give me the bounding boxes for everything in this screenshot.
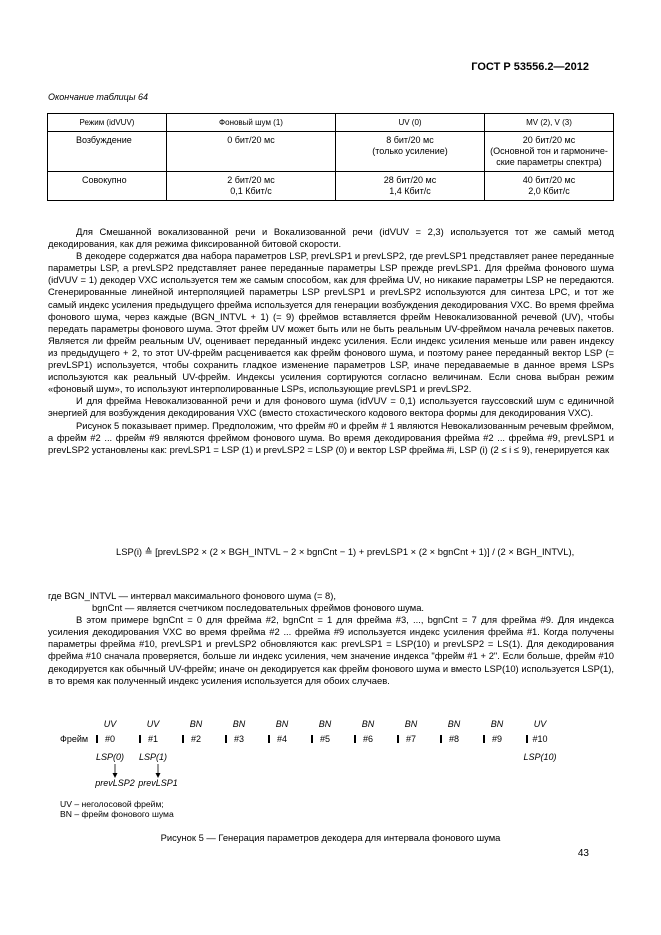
- table-cell: Совокупно: [48, 172, 167, 201]
- frame-number: #1: [147, 734, 159, 744]
- legend-item: BN – фрейм фонового шума: [60, 809, 174, 819]
- table-header-cell: Фоновый шум (1): [167, 114, 336, 132]
- table-row: [48, 172, 614, 201]
- body-text-upper: [48, 226, 614, 456]
- frame-type-label: UV: [533, 719, 547, 729]
- table-caption: Окончание таблицы 64: [48, 92, 148, 102]
- frame-marker: [397, 735, 399, 743]
- frame-type-label: UV: [103, 719, 117, 729]
- table-row: [48, 132, 614, 172]
- frame-type-label: BN: [189, 719, 203, 729]
- frame-row-label: Фрейм: [60, 734, 89, 744]
- figure-caption: Рисунок 5 — Генерация параметров декодера для интервала фонового шума: [160, 832, 501, 843]
- frame-number: #10: [532, 734, 548, 744]
- table-header-cell: Режим (idVUV): [48, 114, 167, 132]
- lsp-label: LSP(1): [138, 752, 168, 762]
- definition: bgnCnt — является счетчиком последовательных фреймов фонового шума.: [92, 602, 425, 614]
- table-cell: 28 бит/20 мс 1,4 Кбит/с: [336, 172, 485, 201]
- page-number: 43: [577, 848, 589, 859]
- table-cell: 40 бит/20 мс 2,0 Кбит/с: [485, 172, 614, 201]
- legend-item: UV – неголосовой фрейм;: [60, 799, 164, 809]
- frame-type-label: BN: [404, 719, 418, 729]
- frame-marker: [483, 735, 485, 743]
- frame-number: #6: [362, 734, 374, 744]
- lsp-label: LSP(10): [523, 752, 557, 762]
- paragraph: Для Смешанной вокализованной речи и Вокализованной речи (idVUV = 2,3) используется тот же самый метод декодирования, как для режима фиксированной битовой скорости.: [48, 226, 614, 250]
- bitrate-table: [47, 113, 614, 201]
- paragraph: И для фрейма Невокализованной речи и для фонового шума (idVUV = 0,1) используется гауссовский шум с единичной энергией для возбуждения декодирования VXC (вместо стохастического кодового вектора формы для декодирования VXC).: [48, 395, 614, 419]
- frame-number: #5: [319, 734, 331, 744]
- table-cell: 20 бит/20 мс (Основной тон и гармониче- ские параметры спектра): [485, 132, 614, 172]
- frame-number: #4: [276, 734, 288, 744]
- frame-marker: [526, 735, 528, 743]
- table-header-cell: MV (2), V (3): [485, 114, 614, 132]
- paragraph: В декодере содержатся два набора параметров LSP, prevLSP1 и prevLSP2, где prevLSP1 представляет ранее переданные параметры LSP, а prevLSP2 представляет ранее переданные параметры LSP прежде prevLSP1. Для фрейма фонового шума (idVUV = 1) декодер VXC используется тем же самым способом, как для фрейма UV, но никакие параметры LSP не передаются. Сгенерированные линейной интерполяцией параметры LSP prevLSP1 и prevLSP2 используются для синтеза LPC, и тот же самый индекс усиления предыдущего фрейма используется для генерации возбуждения декодирования VXC. Во время фрейма фонового шума, через каждые (BGN_INTVL + 1) (= 9) фреймов вставляется фрейм Невокализованной речевой (UV), чтобы передать параметры фонового шума. Этот фрейм UV может быть или не быть реальным UV-фреймом начала речевых пакетов. Является ли фрейм реальным UV, оценивает переданный индекс усиления. Если индекс усиления меньше или равен индексу из предыдущего + 2, то этот UV-фрейм расценивается как фрейм фонового шума, и поэтому ранее переданный вектор LSP (= prevLSP1) используется, чтобы сохранить гладкое изменение параметров LSP, иначе передаваемые в данное время LSPs используются как реальный UV-фрейм. Индексы усиления сортируются согласно величинам. Если снова выбран режим «фоновый шум», то используют интерполированные LSPs, использующие prevLSP1 и prevLSP2.: [48, 250, 614, 395]
- frame-marker: [225, 735, 227, 743]
- lsp-formula: LSP(i) ≙ [prevLSP2 × (2 × BGH_INTVL − 2 × bgnCnt − 1) + prevLSP1 × (2 × bgnCnt + 1)] / (2 × BGH_INTVL),: [116, 546, 575, 557]
- frame-number: #7: [405, 734, 417, 744]
- table-cell: 2 бит/20 мс 0,1 Кбит/с: [167, 172, 336, 201]
- frame-number: #3: [233, 734, 245, 744]
- frame-marker: [354, 735, 356, 743]
- frame-marker: [182, 735, 184, 743]
- paragraph: Рисунок 5 показывает пример. Предположим, что фрейм #0 и фрейм # 1 являются Невокализованным речевым фреймом, а фрейм #2 ... фрейм #9 являются фреймом фонового шума. Во время декодирования фрейма #2 ... фрейма #9, prevLSP1 и prevLSP2 установлены как: prevLSP1 = LSP (1) и prevLSP2 = LSP (0) и вектор LSP фрейма #i, LSP (i) (2 ≤ i ≤ 9), генерируется как: [48, 419, 614, 455]
- table-cell: Возбуждение: [48, 132, 167, 172]
- definition: где BGN_INTVL — интервал максимального фонового шума (= 8),: [48, 590, 336, 601]
- table-header-cell: UV (0): [336, 114, 485, 132]
- frame-marker: [268, 735, 270, 743]
- frame-number: #9: [491, 734, 503, 744]
- body-text-lower: [48, 590, 614, 687]
- table-header-row: [48, 114, 614, 132]
- document-id: ГОСТ Р 53556.2—2012: [471, 61, 589, 73]
- table-cell: 0 бит/20 мс: [167, 132, 336, 172]
- frame-marker: [96, 735, 98, 743]
- frame-marker: [440, 735, 442, 743]
- frame-number: #8: [448, 734, 460, 744]
- frame-type-label: BN: [275, 719, 289, 729]
- frame-type-label: BN: [447, 719, 461, 729]
- frame-number: #2: [190, 734, 202, 744]
- frame-type-label: BN: [490, 719, 504, 729]
- frame-marker: [311, 735, 313, 743]
- frame-type-label: UV: [146, 719, 160, 729]
- lsp-label: LSP(0): [95, 752, 125, 762]
- lsp-label: prevLSP2: [95, 778, 135, 788]
- frame-marker: [139, 735, 141, 743]
- paragraph: В этом примере bgnCnt = 0 для фрейма #2, bgnCnt = 1 для фрейма #3, ..., bgnCnt = 7 для фрейма #9. Для индекса усиления декодирования VXC во время фрейма #2 ... фрейма #9 используется индекс усиления фрейма #1. Когда получены параметры фрейма #10, prevLSP1 и prevLSP2 обновляются как: prevLSP1 = LSP(10) и prevLSP2 = LS(1). Для декодирования фрейма #10 сначала проверяется, больше ли индекс усиления, чем значение индекса "фрейм #1 + 2". Если больше, фрейм #10 декодируется как обычный UV-фрейм; иначе он декодируется как фрейм фонового шума и вместо LSP(10) используется LSP(1), в то время как полученный индекс усиления используется для обоих случаев.: [48, 614, 614, 686]
- figure-legend: [60, 799, 174, 819]
- lsp-label: prevLSP1: [138, 778, 178, 788]
- frame-type-label: BN: [361, 719, 375, 729]
- frame-type-label: BN: [318, 719, 332, 729]
- table-cell: 8 бит/20 мс (только усиление): [336, 132, 485, 172]
- frame-number: #0: [104, 734, 116, 744]
- frame-type-label: BN: [232, 719, 246, 729]
